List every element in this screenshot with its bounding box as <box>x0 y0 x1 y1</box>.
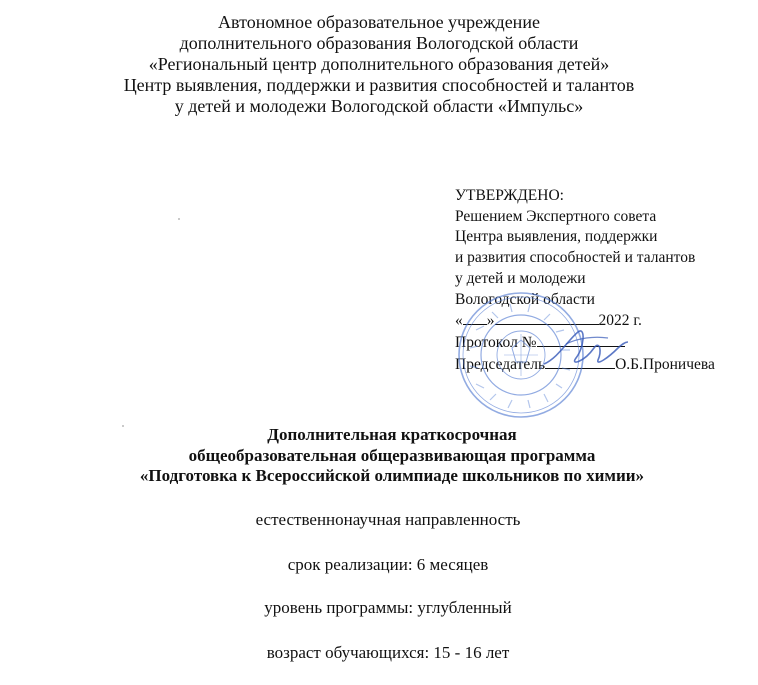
title-line-1: Дополнительная краткосрочная <box>267 425 517 444</box>
header-line-1: Автономное образовательное учреждение <box>218 12 540 32</box>
scan-speck <box>178 218 180 220</box>
header-line-4: Центр выявления, поддержки и развития способностей и талантов <box>123 75 635 95</box>
approval-date <box>455 310 715 332</box>
date-quote-open: « <box>455 312 463 330</box>
approval-protocol <box>455 332 715 354</box>
signature-blank <box>545 354 615 369</box>
date-month-blank <box>495 310 599 325</box>
protocol-number-blank <box>537 332 625 347</box>
program-age: возраст обучающихся: 15 - 16 лет <box>266 643 510 662</box>
approval-chairman <box>455 354 715 376</box>
approval-line-2: Центра выявления, поддержки <box>455 228 658 246</box>
date-quote-close: » <box>486 312 495 330</box>
program-orientation: естественнонаучная направленность <box>255 510 521 529</box>
approval-line-3: и развития способностей и талантов <box>455 249 696 267</box>
program-level: уровень программы: углубленный <box>264 598 512 617</box>
approval-heading: УТВЕРЖДЕНО: <box>455 187 564 204</box>
header-line-3: «Региональный центр дополнительного образования детей» <box>148 54 610 74</box>
chairman-label: Председатель <box>455 355 546 373</box>
header-line-2: дополнительного образования Вологодской области <box>179 33 579 53</box>
approval-line-4: у детей и молодежи <box>455 269 586 287</box>
date-year: 2022 г. <box>598 312 642 330</box>
organization-header <box>0 12 758 117</box>
program-title <box>0 425 758 487</box>
date-day-blank <box>463 310 487 325</box>
chairman-name: О.Б.Проничева <box>615 355 715 373</box>
program-duration: срок реализации: 6 месяцев <box>287 555 489 574</box>
header-line-5: у детей и молодежи Вологодской области «Импульс» <box>174 96 584 116</box>
protocol-label: Протокол № <box>455 333 537 351</box>
approval-line-1: Решением Экспертного совета <box>455 207 657 225</box>
title-line-2: общеобразовательная общеразвивающая программа <box>188 445 596 465</box>
approval-line-5: Вологодской области <box>455 290 595 308</box>
approval-block <box>455 186 715 375</box>
title-line-3: «Подготовка к Всероссийской олимпиаде школьников по химии» <box>139 466 645 485</box>
